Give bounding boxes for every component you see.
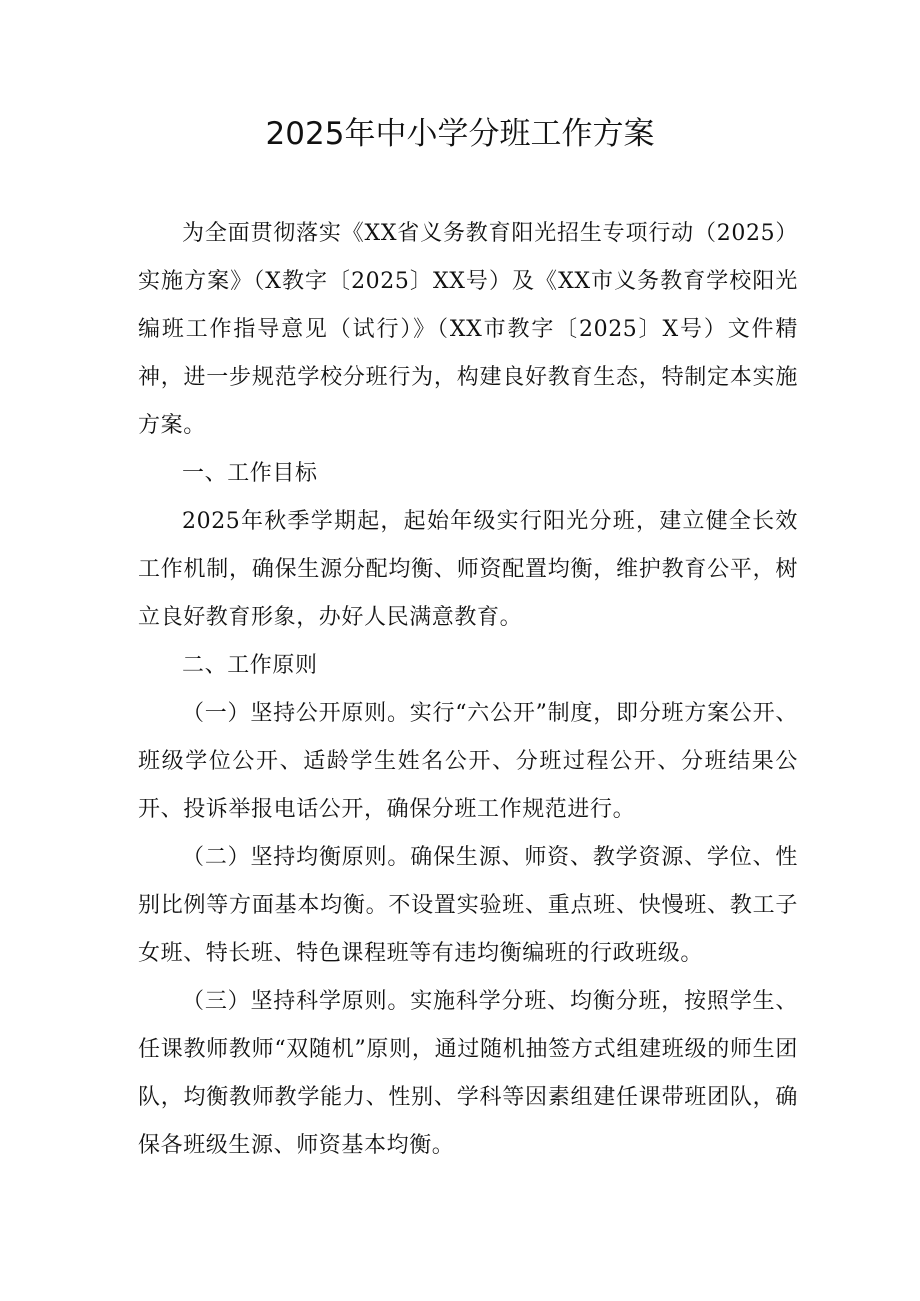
section-heading-principles: 二、工作原则 — [182, 653, 318, 678]
principle-balance-paragraph: （二）坚持均衡原则。确保生源、师资、教学资源、学位、性别比例等方面基本均衡。不设置实验班、重点班、快慢班、教工子女班、特长班、特色课程班等有违均衡编班的行政班级。 — [138, 845, 798, 966]
intro-paragraph: 为全面贯彻落实《XX省义务教育阳光招生专项行动（2025）实施方案》（X教字〔2025〕XX号）及《XX市义务教育学校阳光编班工作指导意见（试行）》（XX市教字〔2025〕X号）文件精神，进一步规范学校分班行为，构建良好教育生态，特制定本实施方案。 — [138, 221, 798, 438]
document-body — [138, 210, 798, 1170]
principle-science-paragraph: （三）坚持科学原则。实施科学分班、均衡分班，按照学生、任课教师教师“双随机”原则，通过随机抽签方式组建班级的师生团队，均衡教师教学能力、性别、学科等因素组建任课带班团队，确保各班级生源、师资基本均衡。 — [138, 989, 798, 1158]
section-heading-goals: 一、工作目标 — [182, 461, 318, 486]
principle-openness-paragraph: （一）坚持公开原则。实行“六公开”制度，即分班方案公开、班级学位公开、适龄学生姓名公开、分班过程公开、分班结果公开、投诉举报电话公开，确保分班工作规范进行。 — [138, 701, 798, 822]
document-title: 2025年中小学分班工作方案 — [265, 116, 655, 152]
goals-paragraph: 2025年秋季学期起，起始年级实行阳光分班，建立健全长效工作机制，确保生源分配均衡、师资配置均衡，维护教育公平，树立良好教育形象，办好人民满意教育。 — [138, 509, 798, 630]
